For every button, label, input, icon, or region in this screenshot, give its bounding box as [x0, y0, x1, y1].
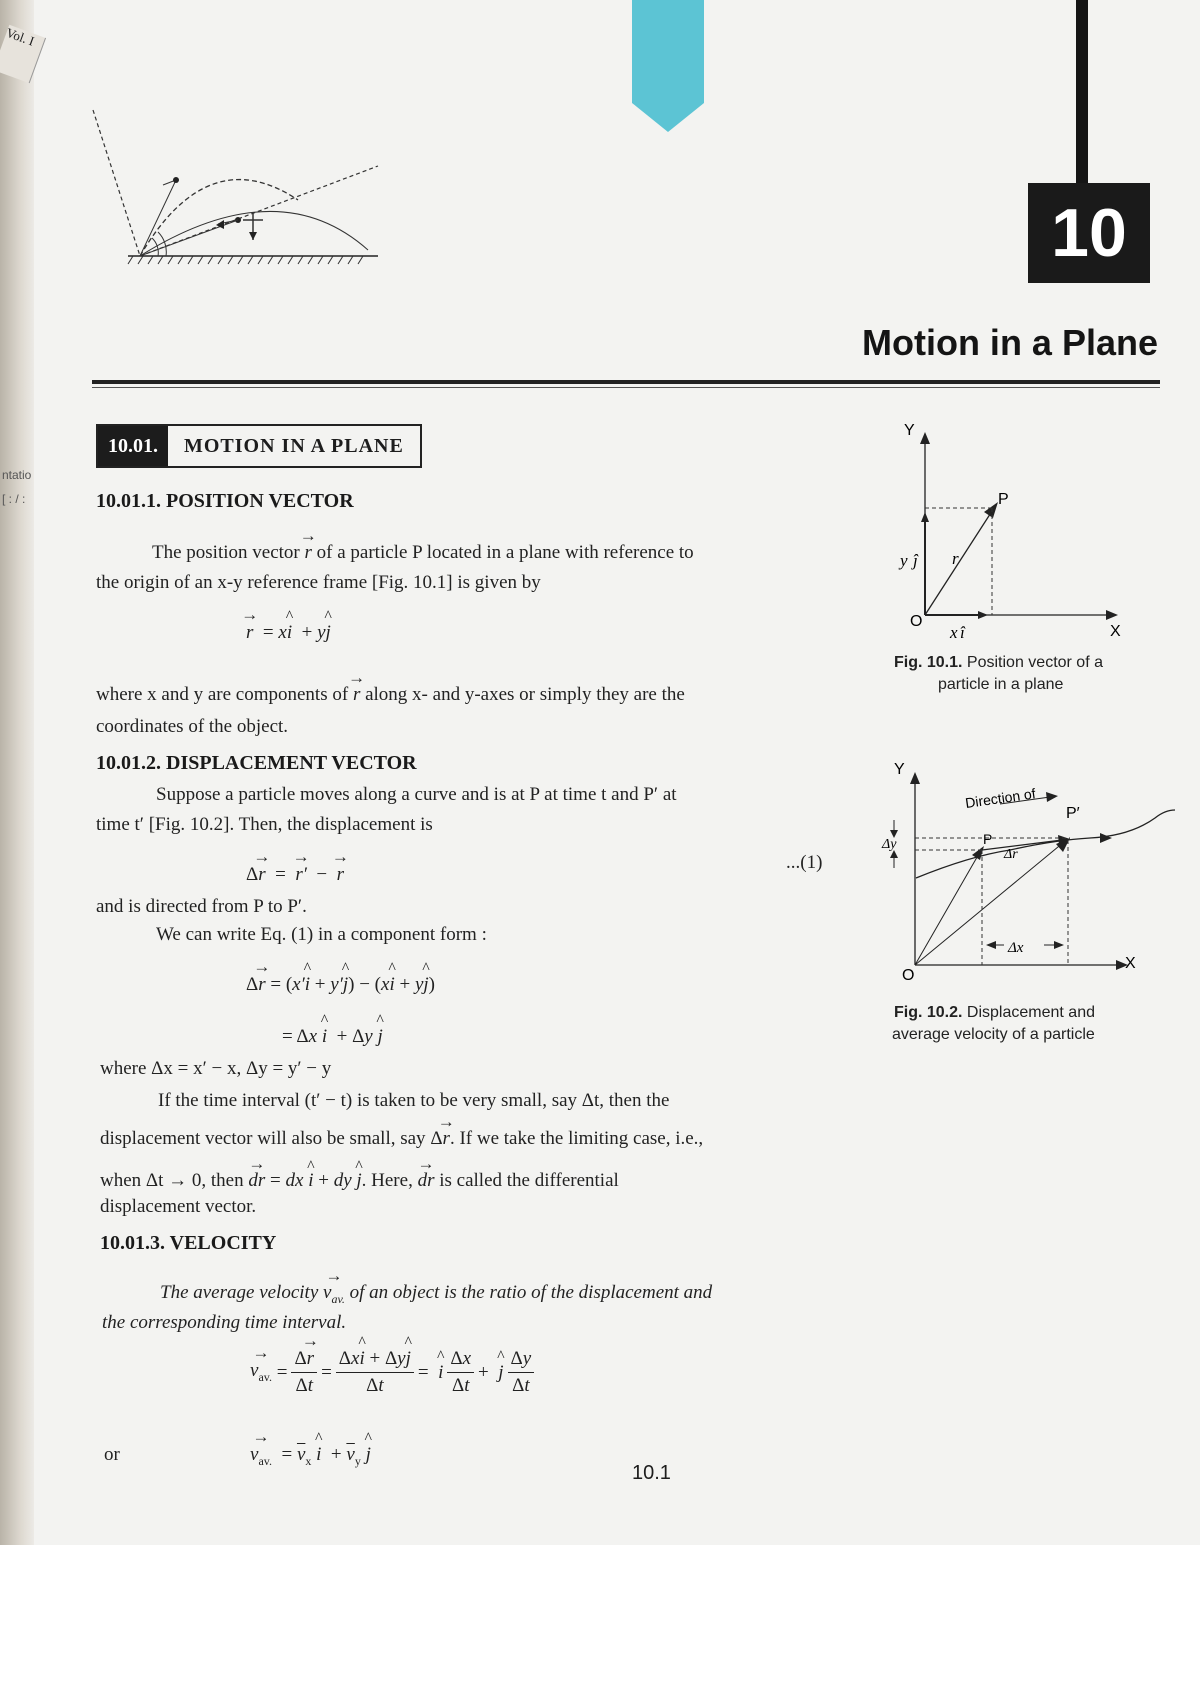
chapter-title: Motion in a Plane: [861, 322, 1158, 363]
or-label: or: [104, 1444, 120, 1465]
point-label-p-prime: P′: [1066, 805, 1080, 822]
figure-10-2-caption-line2: average velocity of a particle: [892, 1026, 1095, 1043]
text: The average velocity: [160, 1282, 319, 1303]
figure-10-1-diagram: [880, 420, 1140, 650]
label-delta-x: Δx: [1008, 940, 1024, 956]
axis-label-x: X: [1125, 955, 1136, 972]
figure-10-1-caption: [894, 652, 1103, 674]
velocity-component-equation: → $v_{av.} = \overline{v}_x$ ^ $i + \overline{v}_y$ ^ j: [250, 1444, 371, 1469]
spine-note: [ : / :: [2, 492, 26, 506]
svg-text:ĵ: ĵ: [913, 551, 918, 570]
displacement-paragraph-line: We can write Eq. (1) in a component form :: [156, 924, 487, 945]
equation-label: ...(1): [786, 852, 823, 873]
displacement-paragraph-line: when Δt → 0, then → dr = dx ^ i + dy ^ j. Here, → dr is called the differential: [100, 1166, 840, 1196]
caption-label: Fig. 10.2.: [894, 1004, 963, 1021]
caption-label: Fig. 10.1.: [894, 654, 963, 671]
volume-tab: Vol. I: [0, 25, 46, 83]
text: of an object is the ratio of the displacement and: [349, 1282, 713, 1303]
text: displacement vector will also be small, say: [100, 1128, 426, 1149]
position-paragraph-line: [96, 680, 836, 710]
text: when Δt → 0, then: [100, 1170, 244, 1191]
displacement-paragraph-line: Suppose a particle moves along a curve and is at P at time t and P′ at: [156, 784, 677, 805]
label-delta-y: Δy: [882, 837, 897, 852]
spine-note: ntatio: [2, 468, 32, 482]
displacement-paragraph-line: time t′ [Fig. 10.2]. Then, the displacement is: [96, 814, 433, 835]
average-velocity-equation: → $v_{av.}$ = $\frac{\Delta\to r}{\Delta t}$ = $\frac{\Delta x\^{} i + \Delta y\^{} j}{\Delta t}$ = ^ i $\frac{\Delta x}{\Delta t}$ + ^ j $\frac{\Delta y}{\Delta t}$: [250, 1348, 538, 1397]
text: . Here,: [361, 1170, 413, 1191]
position-paragraph-line: coordinates of the object.: [96, 716, 289, 737]
text: of a particle P located in a plane with reference to: [316, 542, 694, 563]
subsection-heading-velocity: 10.01.3. VELOCITY: [100, 1232, 277, 1254]
direction-label: Direction of: [964, 785, 1037, 811]
bookmark-ribbon: [632, 0, 704, 132]
axis-label-y: Y: [894, 761, 905, 778]
figure-10-2-caption: [894, 1002, 1095, 1024]
chapter-number: 10: [1028, 183, 1150, 283]
origin-label: O: [910, 613, 923, 630]
subsection-heading-displacement: 10.01.2. DISPLACEMENT VECTOR: [96, 752, 417, 774]
page-number: 10.1: [632, 1462, 671, 1484]
text: is called the differential: [439, 1170, 619, 1191]
position-paragraph-line: the origin of an x-y reference frame [Fig. 10.1] is given by: [96, 572, 541, 593]
label-r: r: [952, 549, 959, 568]
section-heading: [96, 424, 422, 468]
point-label-p: P: [998, 491, 1009, 508]
text: The position vector: [152, 542, 300, 563]
label-y-j: y: [900, 551, 908, 570]
axis-label-x: X: [1110, 623, 1121, 640]
displacement-paragraph-line: If the time interval (t′ − t) is taken to be very small, say Δt, then the: [158, 1090, 670, 1111]
point-label-p: P: [983, 831, 993, 847]
book-spine: [0, 0, 34, 1545]
subsection-heading-position: 10.01.1. POSITION VECTOR: [96, 490, 354, 512]
component-equation: Δ→ r = (x′^ i + y′^ j) − (x^ i + y^ j): [246, 974, 435, 996]
position-vector-equation: → r = x^ i + y^ j: [246, 622, 331, 644]
velocity-paragraph-line: the corresponding time interval.: [102, 1312, 347, 1333]
text: Displacement and: [966, 1004, 1095, 1021]
figure-10-1-caption-line2: particle in a plane: [938, 676, 1064, 693]
label-x-i: x: [950, 623, 958, 642]
component-equation-result: = Δx ^ i + Δy ^ j: [282, 1026, 383, 1048]
section-number: 10.01.: [98, 426, 168, 466]
text: Position vector of a: [966, 654, 1103, 671]
axis-label-y: Y: [904, 422, 915, 439]
text: along x- and y-axes or simply they are the: [365, 684, 685, 705]
vector-delta-r: → r: [443, 1124, 450, 1154]
vector-r: → r: [305, 538, 312, 568]
displacement-paragraph-line: where Δx = x′ − x, Δy = y′ − y: [100, 1058, 332, 1079]
projectile-illustration: [88, 100, 388, 280]
text: where x and y are components of: [96, 684, 349, 705]
displacement-paragraph-line: and is directed from P to P′.: [96, 896, 307, 917]
figure-10-2-diagram: [880, 760, 1180, 990]
position-paragraph-line: [152, 538, 832, 568]
text: . If we take the limiting case, i.e.,: [449, 1128, 704, 1149]
label-delta-r: Δr: [1004, 847, 1018, 862]
svg-text:î: î: [960, 623, 965, 642]
displacement-equation: Δ→ r = → r′ − → r: [246, 864, 344, 886]
origin-label: O: [902, 967, 915, 984]
section-title: MOTION IN A PLANE: [184, 434, 404, 457]
title-rule-thin: [92, 387, 1160, 388]
title-rule: [92, 380, 1160, 384]
velocity-paragraph-line: The average velocity → $v_{av.}$ of an object is the ratio of the displacement and: [160, 1278, 850, 1314]
chapter-bar: [1076, 0, 1088, 185]
vector-r: → r: [353, 680, 360, 710]
displacement-paragraph-line: displacement vector.: [100, 1196, 257, 1217]
displacement-paragraph-line: displacement vector will also be small, say Δ→ r. If we take the limiting case, i.e.,: [100, 1124, 840, 1154]
